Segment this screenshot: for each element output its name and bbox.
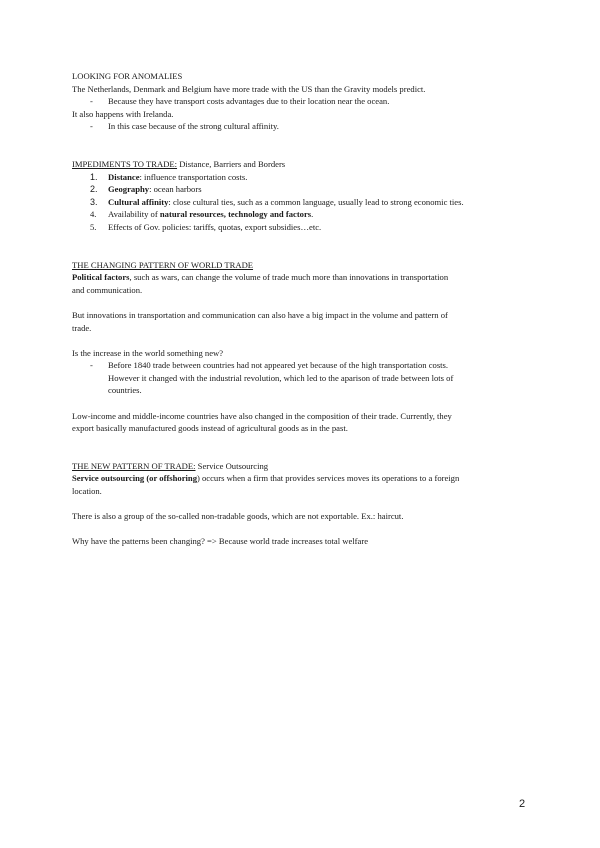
paragraph-text: ) occurs when a firm that provides services moves its operations to a foreign bbox=[197, 473, 460, 484]
bullet-item bbox=[72, 359, 532, 397]
question: Is the increase in the world something new? bbox=[72, 347, 224, 358]
list-item bbox=[72, 196, 532, 209]
bullet-line: Before 1840 trade between countries had not appeared yet because of the high transportation costs. bbox=[108, 360, 449, 371]
list-bold: Distance bbox=[108, 171, 140, 182]
list-item bbox=[72, 208, 532, 221]
bullet-line: countries. bbox=[108, 385, 142, 396]
dash-bullet-icon: - bbox=[90, 360, 93, 371]
paragraph-text: , such as wars, can change the volume of trade much more than innovations in transportation bbox=[129, 272, 449, 283]
list-bold: Cultural affinity bbox=[108, 196, 169, 207]
list-number: 5. bbox=[90, 221, 97, 232]
heading-underlined: THE NEW PATTERN OF TRADE: bbox=[72, 460, 196, 471]
paragraph: The Netherlands, Denmark and Belgium have more trade with the US than the Gravity models predict. bbox=[72, 83, 426, 94]
document-page bbox=[72, 70, 532, 548]
section-heading-new-pattern bbox=[72, 460, 532, 473]
paragraph: There is also a group of the so-called non-tradable goods, which are not exportable. Ex.: haircut. bbox=[72, 511, 404, 522]
bullet-line: However it changed with the industrial revolution, which led to the aparison of trade between lots of bbox=[108, 372, 454, 383]
list-item bbox=[72, 183, 532, 196]
list-text: Effects of Gov. policies: tariffs, quotas, export subsidies…etc. bbox=[108, 221, 322, 232]
section-heading-changing-pattern bbox=[72, 259, 532, 272]
paragraph: Why have the patterns been changing? => Because world trade increases total welfare bbox=[72, 536, 369, 547]
paragraph: and communication. bbox=[72, 284, 143, 295]
bullet-item bbox=[72, 120, 532, 133]
bullet-text: In this case because of the strong cultural affinity. bbox=[108, 121, 279, 132]
bullet-text: Because they have transport costs advantages due to their location near the ocean. bbox=[108, 96, 390, 107]
list-number: 4. bbox=[90, 209, 97, 220]
list-bold: natural resources, technology and factors bbox=[159, 209, 312, 220]
bold-term: Political factors bbox=[72, 272, 130, 283]
bold-term: Service outsourcing (or offshoring bbox=[72, 473, 197, 484]
list-number: 1. bbox=[90, 171, 98, 182]
heading-underlined: IMPEDIMENTS TO TRADE: bbox=[72, 158, 178, 169]
paragraph bbox=[72, 271, 532, 284]
paragraph: It also happens with Irelanda. bbox=[72, 108, 174, 119]
section-heading-anomalies: LOOKING FOR ANOMALIES bbox=[72, 71, 183, 81]
bullet-item bbox=[72, 95, 532, 108]
paragraph: trade. bbox=[72, 322, 92, 333]
list-text: : ocean harbors bbox=[149, 184, 202, 195]
list-number: 2. bbox=[90, 184, 98, 195]
page-number: 2 bbox=[519, 798, 526, 810]
list-number: 3. bbox=[90, 196, 98, 207]
list-item bbox=[72, 221, 532, 234]
paragraph bbox=[72, 472, 532, 485]
paragraph: location. bbox=[72, 486, 102, 497]
list-text: . bbox=[311, 209, 314, 220]
paragraph: But innovations in transportation and communication can also have a big impact in the volume and pattern of bbox=[72, 309, 448, 320]
paragraph: Low-income and middle-income countries have also changed in the composition of their trade. Currently, they bbox=[72, 410, 452, 421]
list-item bbox=[72, 171, 532, 184]
paragraph: export basically manufactured goods instead of agricultural goods as in the past. bbox=[72, 423, 348, 434]
section-heading-impediments bbox=[72, 158, 532, 171]
list-bold: Geography bbox=[108, 184, 150, 195]
list-text: : influence transportation costs. bbox=[139, 171, 248, 182]
dash-bullet-icon: - bbox=[90, 96, 93, 107]
heading-rest: Service Outsourcing bbox=[195, 460, 269, 471]
list-pre: Availability of bbox=[108, 209, 160, 220]
list-text: : close cultural ties, such as a common language, usually lead to strong economic ties. bbox=[168, 196, 464, 207]
heading-underlined: THE CHANGING PATTERN OF WORLD TRADE bbox=[72, 259, 254, 270]
heading-rest: Distance, Barriers and Borders bbox=[177, 158, 286, 169]
dash-bullet-icon: - bbox=[90, 121, 93, 132]
